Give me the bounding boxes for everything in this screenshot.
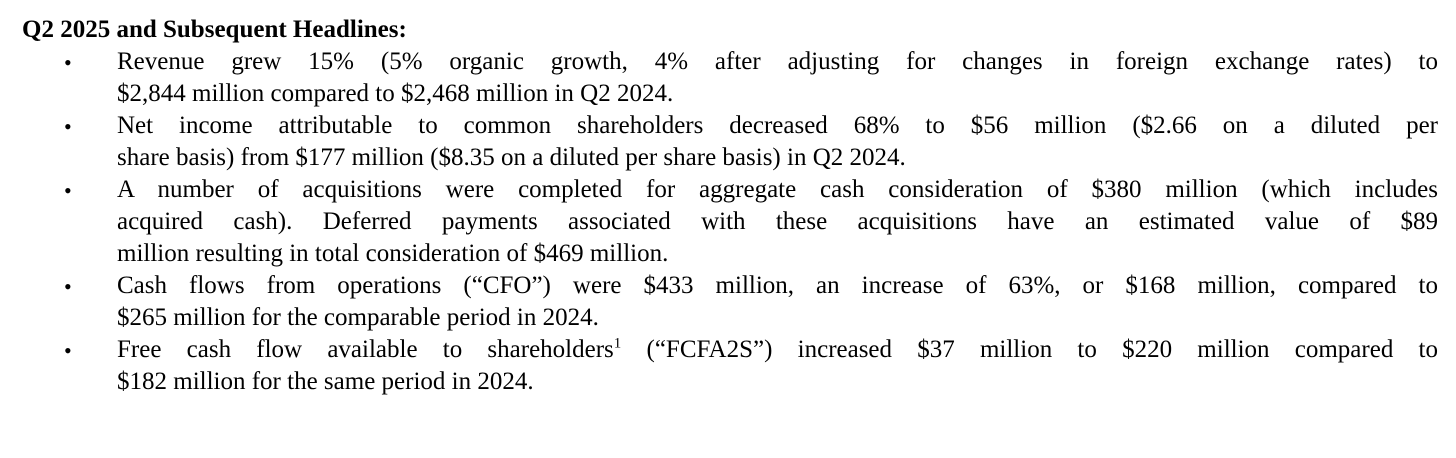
list-item-line: Cash flows from operations (“CFO”) were $433 million, an increase of 63%, or $168 million, compared to	[117, 272, 1438, 299]
list-item-cfo	[22, 270, 1438, 334]
bullet-icon: •	[64, 178, 72, 203]
bullet-icon: •	[64, 338, 72, 363]
list-item-line: Revenue grew 15% (5% organic growth, 4% after adjusting for changes in foreign exchange rates) to	[117, 48, 1438, 75]
bullet-icon: •	[64, 274, 72, 299]
list-item-line: $182 million for the same period in 2024.	[117, 368, 534, 395]
list-item-line: A number of acquisitions were completed for aggregate cash consideration of $380 million (which includes	[117, 176, 1438, 203]
list-item-line: acquired cash). Deferred payments associated with these acquisitions have an estimated value of $89	[117, 208, 1438, 235]
list-item-line: $265 million for the comparable period in 2024.	[117, 304, 599, 331]
fcf-text-continued: (“FCFA2S”) increased $37 million to $220 million compared to	[621, 336, 1438, 363]
list-item-line	[117, 334, 1438, 366]
list-item-net-income	[22, 110, 1438, 174]
list-item-line: share basis) from $177 million ($8.35 on a diluted per share basis) in Q2 2024.	[117, 144, 906, 171]
list-item-acquisitions	[22, 174, 1438, 270]
list-item-revenue	[22, 46, 1438, 110]
bullet-icon: •	[64, 50, 72, 75]
headline-list	[22, 46, 1438, 398]
footnote-marker: 1	[613, 335, 622, 352]
section-heading: Q2 2025 and Subsequent Headlines:	[22, 16, 407, 43]
list-item-line: Net income attributable to common shareholders decreased 68% to $56 million ($2.66 on a diluted per	[117, 112, 1438, 139]
fcf-text: Free cash flow available to shareholders	[117, 336, 614, 363]
list-item-fcfa2s	[22, 334, 1438, 398]
bullet-icon: •	[64, 114, 72, 139]
list-item-line: $2,844 million compared to $2,468 million in Q2 2024.	[117, 80, 674, 107]
list-item-line: million resulting in total consideration of $469 million.	[117, 240, 669, 267]
